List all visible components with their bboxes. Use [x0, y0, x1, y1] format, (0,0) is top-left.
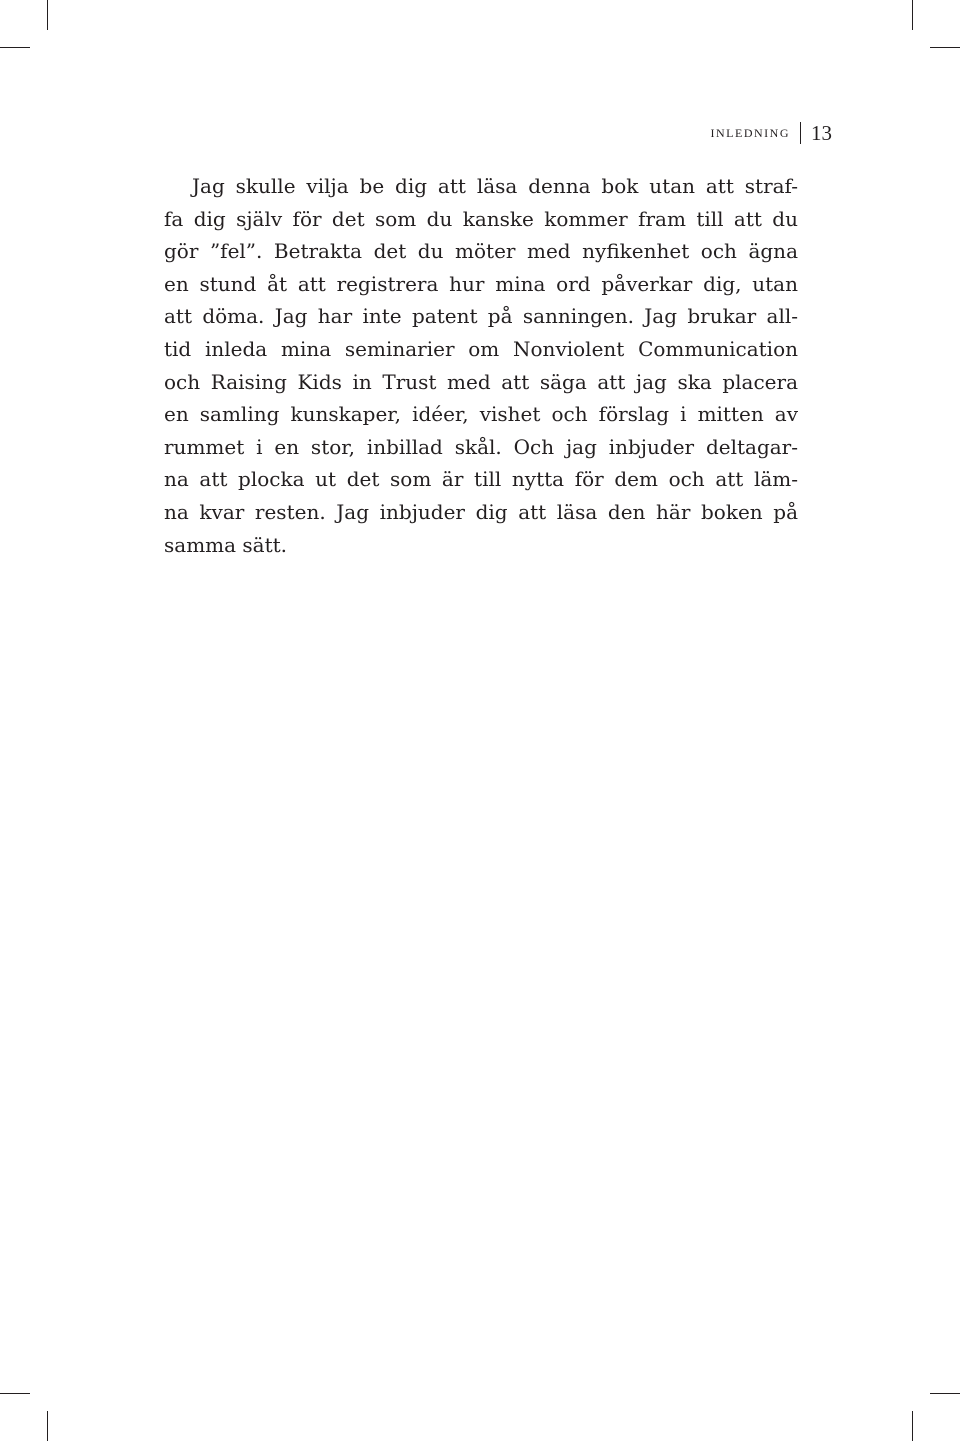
paragraph-line: na kvar resten. Jag inbjuder dig att läsa den här boken på	[164, 499, 798, 524]
paragraph-line: rummet i en stor, inbillad skål. Och jag inbjuder deltagar-	[164, 434, 798, 459]
running-head-divider	[800, 122, 801, 144]
paragraph-line: en samling kunskaper, idéer, vishet och förslag i mitten av	[164, 402, 798, 427]
crop-mark-top-left-horizontal	[0, 47, 30, 48]
crop-mark-bottom-right-horizontal	[930, 1393, 960, 1394]
crop-mark-bottom-right-vertical	[912, 1411, 913, 1441]
paragraph-line: tid inleda mina seminarier om Nonviolent Communication	[164, 336, 798, 361]
paragraph-line: och Raising Kids in Trust med att säga att jag ska placera	[164, 369, 798, 394]
crop-mark-bottom-left-vertical	[47, 1411, 48, 1441]
paragraph-line: fa dig själv för det som du kanske kommer fram till att du	[164, 206, 798, 231]
paragraph-line: en stund åt att registrera hur mina ord påverkar dig, utan	[164, 271, 798, 296]
paragraph-line: gör ”fel”. Betrakta det du möter med nyfikenhet och ägna	[164, 239, 798, 264]
paragraph-line: att döma. Jag har inte patent på sanningen. Jag brukar all-	[164, 304, 798, 329]
paragraph-line: samma sätt.	[164, 532, 288, 557]
crop-mark-top-right-horizontal	[930, 47, 960, 48]
page-number: 13	[811, 120, 832, 145]
paragraph-line: Jag skulle vilja be dig att läsa denna bok utan att straf-	[192, 174, 798, 198]
crop-mark-top-right-vertical	[912, 0, 913, 30]
body-paragraph	[164, 170, 798, 561]
crop-mark-bottom-left-horizontal	[0, 1393, 30, 1394]
paragraph-line: na att plocka ut det som är till nytta för dem och att läm-	[164, 467, 798, 492]
running-head-section: INLEDNING	[710, 125, 790, 140]
running-head	[711, 120, 832, 146]
crop-mark-top-left-vertical	[47, 0, 48, 30]
